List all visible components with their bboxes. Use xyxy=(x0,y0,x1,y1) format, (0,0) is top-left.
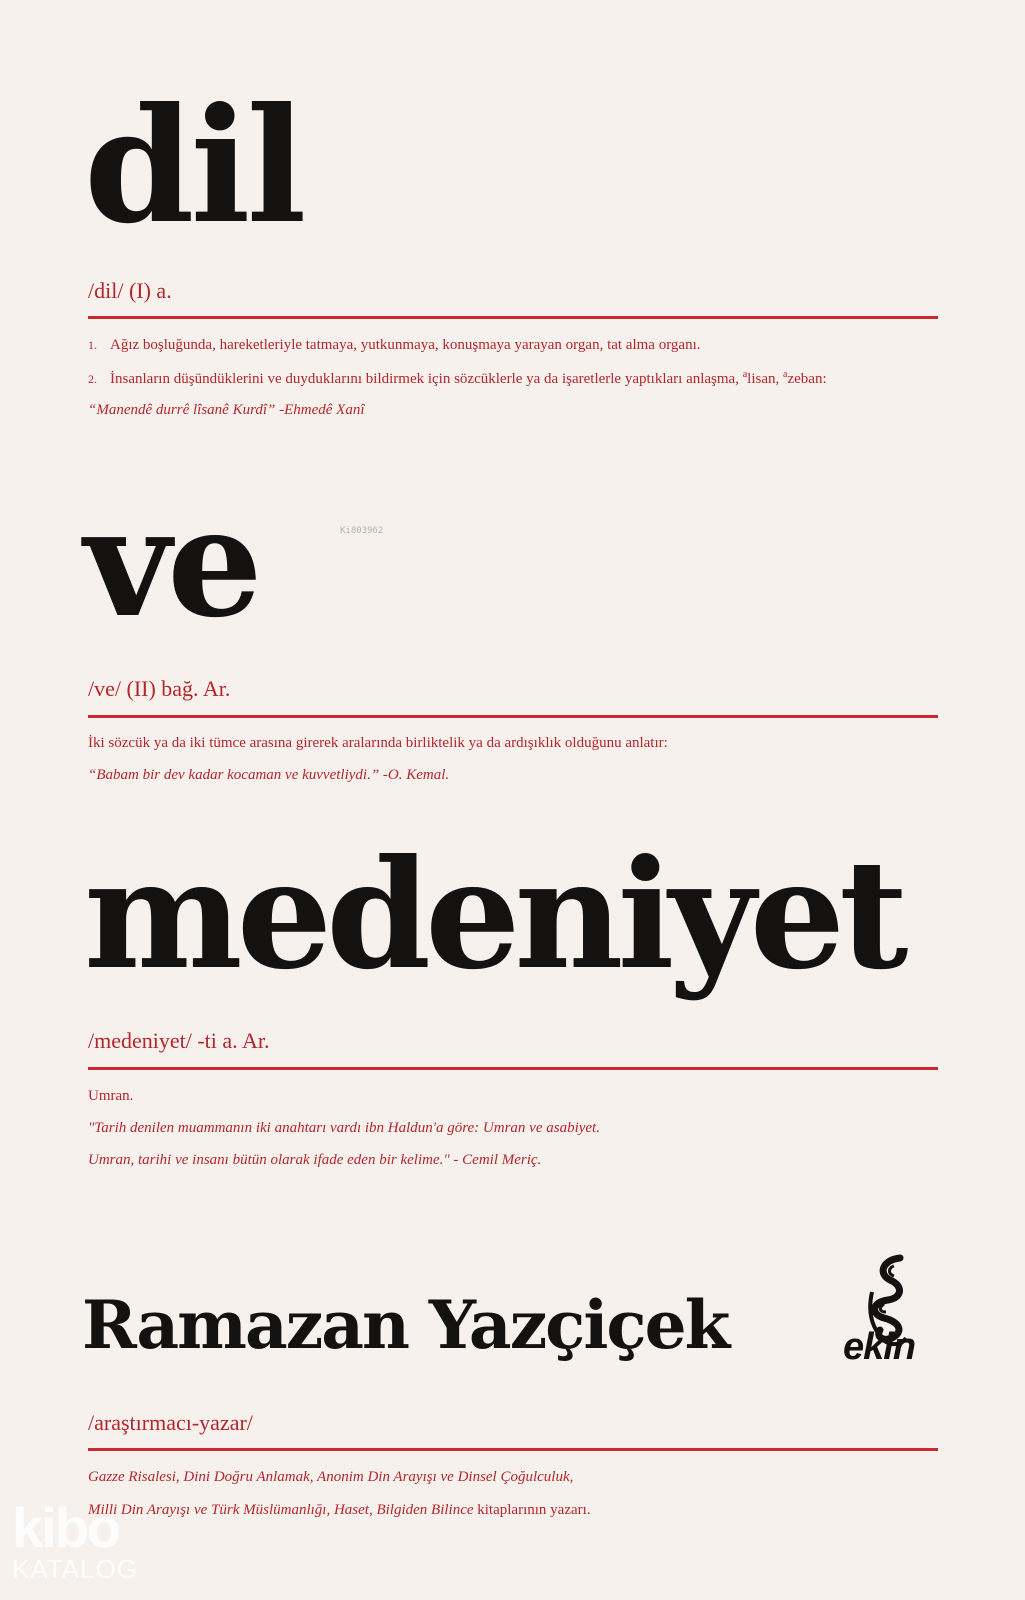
definition-text: Ağız boşluğunda, hareketleriyle tatmaya, yutkunmaya, konuşmaya yarayan organ, tat alma organı. xyxy=(110,337,701,353)
quote-ve: “Babam bir dev kadar kocaman ve kuvvetliydi.” -O. Kemal. xyxy=(88,767,450,783)
pronunciation-medeniyet: /medeniyet/ -ti a. Ar. xyxy=(88,1028,270,1053)
headword-medeniyet: medeniyet xyxy=(84,827,903,1003)
superscript: a xyxy=(783,369,788,380)
author-books-line1: Gazze Risalesi, Dini Doğru Anlamak, Anonim Din Arayışı ve Dinsel Çoğulculuk, xyxy=(88,1469,574,1485)
definition-dil-2 xyxy=(88,369,948,388)
pronunciation-ve: /ve/ (II) bağ. Ar. xyxy=(88,676,231,701)
definition-number: 1. xyxy=(88,338,97,352)
quote-medeniyet-line1: "Tarih denilen muammanın iki anahtarı vardı ibn Haldun'a göre: Umran ve asabiyet. xyxy=(88,1120,600,1136)
books-suffix: kitaplarının yazarı. xyxy=(473,1502,591,1518)
books-list: Milli Din Arayışı ve Türk Müslümanlığı, Haset, Bilgiden Bilince xyxy=(88,1502,474,1518)
watermark-big: kibo xyxy=(12,1496,120,1559)
definition-text: lisan, xyxy=(747,371,784,387)
headword-dil: dil xyxy=(84,74,303,259)
author-role: /araştırmacı-yazar/ xyxy=(88,1410,253,1435)
definition-text: İnsanların düşündüklerini ve duyduklarını bildirmek için sözcüklerle ya da işaretlerle yaptıkları anlaşma, xyxy=(110,371,743,387)
pronunciation-dil: /dil/ (I) a. xyxy=(88,278,172,303)
definition-text: zeban: xyxy=(787,371,827,387)
watermark-small: KATALOG xyxy=(12,1554,138,1584)
superscript: a xyxy=(742,369,748,380)
quote-dil: “Manendê durrê lîsanê Kurdî” -Ehmedê Xanî xyxy=(88,402,365,418)
definition-dil-1 xyxy=(88,337,948,354)
definition-number: 2. xyxy=(88,372,97,386)
divider-medeniyet xyxy=(88,1067,938,1070)
catalog-code: Ki803962 xyxy=(340,526,384,536)
kibo-katalog-watermark xyxy=(12,1496,138,1585)
divider-author xyxy=(88,1448,938,1451)
divider-dil xyxy=(88,316,938,319)
headword-ve: ve xyxy=(84,475,259,651)
definition-medeniyet: Umran. xyxy=(88,1088,134,1104)
quote-medeniyet-line2: Umran, tarihi ve insanı bütün olarak ifade eden bir kelime." - Cemil Meriç. xyxy=(88,1152,542,1168)
divider-ve xyxy=(88,715,938,718)
author-name: Ramazan Yazçiçek xyxy=(82,1286,729,1364)
definition-ve: İki sözcük ya da iki tümce arasına girerek aralarında birliktelik ya da ardışıklık olduğunu anlatır: xyxy=(88,735,668,751)
publisher-logo-text: ekin xyxy=(843,1326,916,1368)
author-books-line2 xyxy=(88,1502,948,1519)
